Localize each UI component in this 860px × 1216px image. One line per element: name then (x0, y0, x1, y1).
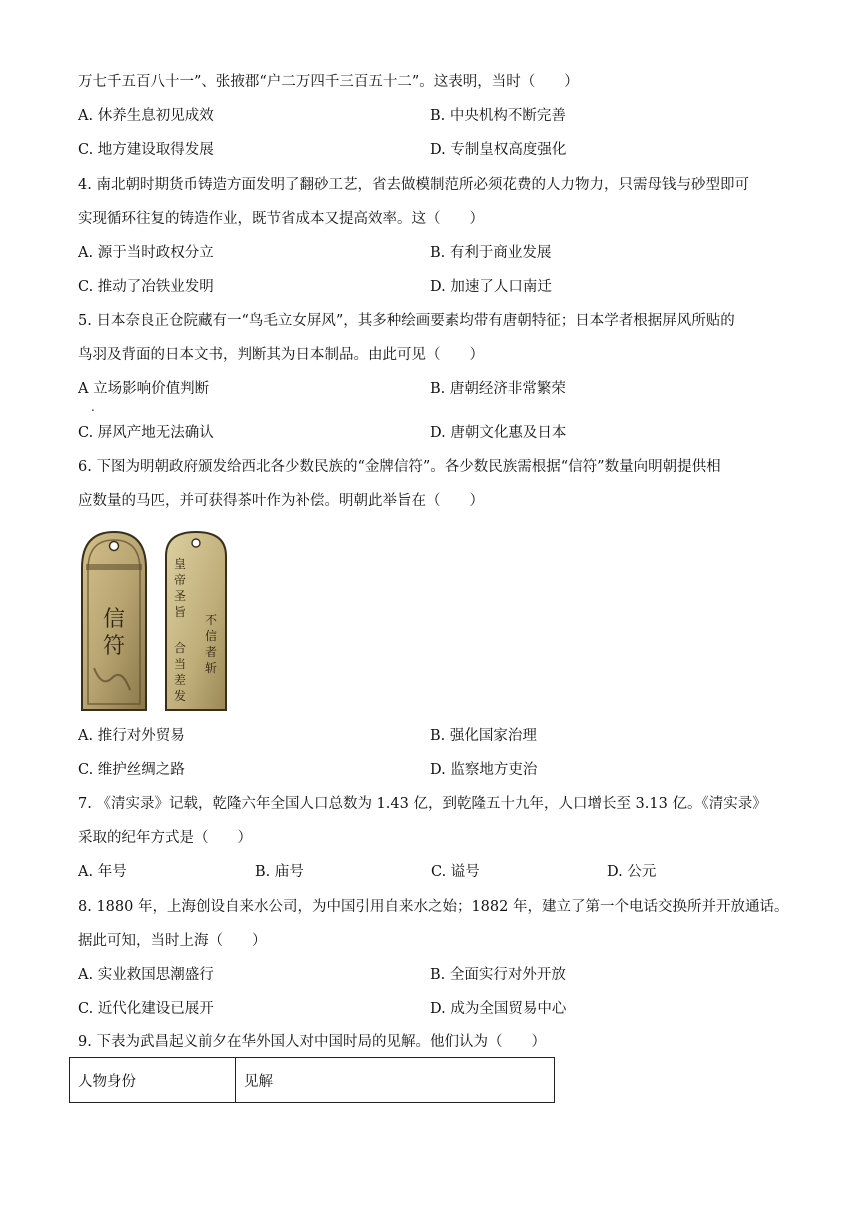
svg-text:旨: 旨 (173, 605, 187, 619)
q5-option-c[interactable]: C. 屏风产地无法确认 (78, 425, 214, 441)
q8-stem-line2: 据此可知，当时上海（ ） (78, 933, 267, 949)
q4-option-c[interactable]: C. 推动了冶铁业发明 (78, 279, 214, 295)
q4-option-b[interactable]: B. 有利于商业发展 (430, 245, 552, 261)
svg-text:信: 信 (204, 629, 218, 643)
q7-option-a[interactable]: A. 年号 (78, 864, 127, 880)
svg-text:皇: 皇 (173, 557, 187, 571)
table-header-opinion: 见解 (236, 1058, 555, 1103)
q6-option-b[interactable]: B. 强化国家治理 (430, 728, 537, 744)
q5-option-d[interactable]: D. 唐朝文化惠及日本 (430, 425, 567, 441)
stray-dot-mark: . (91, 400, 95, 414)
q8-option-a[interactable]: A. 实业救国思潮盛行 (78, 967, 214, 983)
svg-text:帝: 帝 (173, 573, 187, 587)
svg-text:发: 发 (173, 689, 187, 703)
q7-option-d[interactable]: D. 公元 (607, 864, 657, 880)
gold-tally-illustration (80, 528, 230, 713)
q5-option-a[interactable]: A 立场影响价值判断 (78, 381, 210, 397)
right-tally-plate (166, 532, 226, 710)
q9-table (69, 1057, 555, 1103)
q3-option-a[interactable]: A. 休养生息初见成效 (78, 108, 214, 124)
q9-stem: 9. 下表为武昌起义前夕在华外国人对中国时局的见解。他们认为（ ） (78, 1034, 546, 1050)
q7-stem-line2: 采取的纪年方式是（ ） (78, 830, 252, 846)
table-header-identity: 人物身份 (70, 1058, 236, 1103)
gold-tally-photo (80, 528, 230, 713)
q6-stem-line1: 6. 下图为明朝政府颁发给西北各少数民族的“金牌信符”。各少数民族需根据“信符”数量向明朝提供相 (78, 459, 721, 475)
q6-option-a[interactable]: A. 推行对外贸易 (78, 728, 185, 744)
left-plate-character-1: 信 (102, 607, 126, 632)
q5-option-b[interactable]: B. 唐朝经济非常繁荣 (430, 381, 566, 397)
table-header-row (70, 1058, 555, 1103)
q8-option-c[interactable]: C. 近代化建设已展开 (78, 1001, 214, 1017)
q6-stem-line2: 应数量的马匹，并可获得茶叶作为补偿。明朝此举旨在（ ） (78, 493, 484, 509)
q3-option-b[interactable]: B. 中央机构不断完善 (430, 108, 566, 124)
left-plate-character-2: 符 (102, 634, 126, 659)
left-tally-plate (82, 532, 146, 710)
q8-stem-line1: 8. 1880 年，上海创设自来水公司，为中国引用自来水之始；1882 年，建立了第一个电话交换所并开放通话。 (78, 899, 789, 915)
q4-stem-line1: 4. 南北朝时期货币铸造方面发明了翻砂工艺，省去做模制范所必须花费的人力物力，只需母钱与砂型即可 (78, 177, 749, 193)
q6-option-c[interactable]: C. 维护丝绸之路 (78, 762, 185, 778)
q7-option-b[interactable]: B. 庙号 (255, 864, 304, 880)
q3-stem: 万七千五百八十一”、张掖郡“户二万四千三百五十二”。这表明，当时（ ） (78, 74, 579, 90)
q7-stem-line1: 7. 《清实录》记载，乾隆六年全国人口总数为 1.43 亿，到乾隆五十九年，人口增长至 3.13 亿。《清实录》 (78, 796, 767, 812)
svg-text:不: 不 (204, 613, 218, 627)
q3-option-d[interactable]: D. 专制皇权高度强化 (430, 142, 567, 158)
svg-text:圣: 圣 (173, 589, 187, 603)
svg-text:斩: 斩 (204, 661, 218, 675)
svg-text:当: 当 (173, 657, 187, 671)
svg-text:合: 合 (173, 641, 187, 655)
q4-option-a[interactable]: A. 源于当时政权分立 (78, 245, 214, 261)
q4-option-d[interactable]: D. 加速了人口南迁 (430, 279, 552, 295)
svg-text:差: 差 (173, 673, 187, 687)
q5-stem-line2: 鸟羽及背面的日本文书，判断其为日本制品。由此可见（ ） (78, 347, 484, 363)
q5-stem-line1: 5. 日本奈良正仓院藏有一“鸟毛立女屏风”，其多种绘画要素均带有唐朝特征；日本学者根据屏风所贴的 (78, 313, 735, 329)
q4-stem-line2: 实现循环往复的铸造作业，既节省成本又提高效率。这（ ） (78, 211, 484, 227)
q6-option-d[interactable]: D. 监察地方吏治 (430, 762, 538, 778)
q7-option-c[interactable]: C. 谥号 (431, 864, 480, 880)
q8-option-d[interactable]: D. 成为全国贸易中心 (430, 1001, 567, 1017)
q8-option-b[interactable]: B. 全面实行对外开放 (430, 967, 566, 983)
svg-text:者: 者 (204, 645, 218, 659)
q3-option-c[interactable]: C. 地方建设取得发展 (78, 142, 214, 158)
